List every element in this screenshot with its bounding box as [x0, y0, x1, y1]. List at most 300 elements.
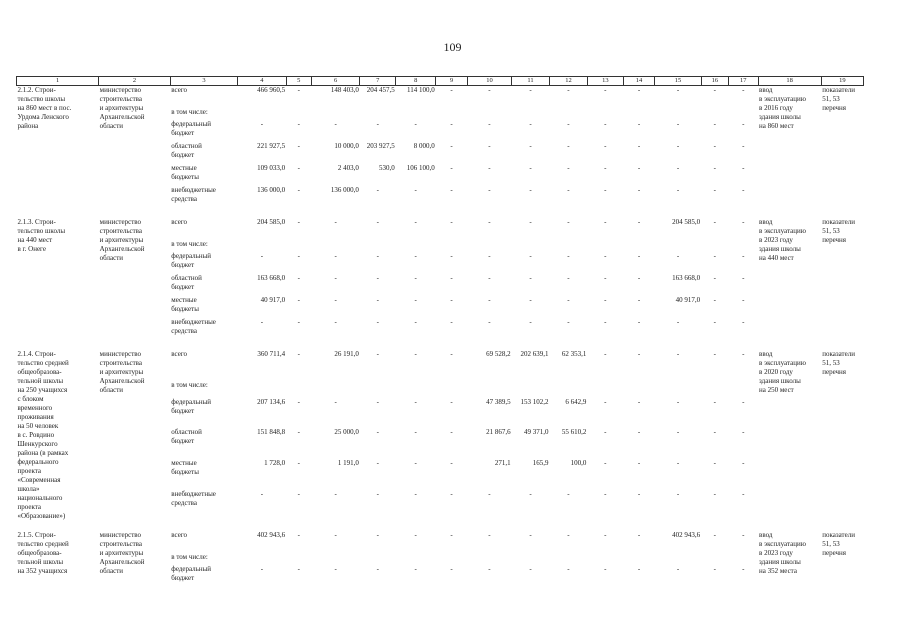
block-spacer: [17, 340, 864, 350]
amount-cell: -: [604, 490, 607, 499]
amount-cell: -: [713, 490, 717, 499]
amount-cell: -: [637, 274, 641, 282]
amount-cell: -: [488, 120, 491, 128]
funding-source: [170, 240, 237, 252]
indicator-ref-line: 51, 53: [822, 359, 840, 367]
amount-cell: -: [450, 397, 453, 406]
amount-cell: [512, 381, 550, 398]
measure-name-line: с блоком: [17, 395, 44, 403]
funding-source: [170, 531, 237, 553]
indicator-ref-line: перечня: [822, 549, 846, 557]
amount-cell: -: [450, 86, 453, 94]
amount-cell: -: [713, 350, 717, 358]
column-number-header: 16: [701, 77, 728, 86]
expected-result-line: ввод: [759, 531, 773, 539]
amount-cell: 163 668,0: [672, 274, 701, 282]
amount-cell: [396, 240, 436, 252]
amount-cell: -: [604, 296, 607, 304]
indicator-ref: [821, 86, 863, 209]
funding-source-line: всего: [171, 86, 188, 94]
column-number-header: 11: [512, 77, 550, 86]
amount-cell: -: [376, 531, 379, 539]
amount-cell: 221 927,5: [257, 142, 286, 150]
amount-cell: -: [637, 350, 641, 358]
amount-cell: -: [742, 318, 745, 326]
indicator-ref-line: перечня: [822, 236, 846, 244]
amount-cell: -: [567, 186, 570, 194]
amount-cell: -: [713, 120, 717, 128]
amount-cell: -: [713, 142, 717, 150]
indicator-ref-line: показатели: [822, 218, 855, 226]
funding-source-line: в том числе:: [171, 240, 208, 248]
column-number-header: 17: [729, 77, 758, 86]
responsible-org: [99, 218, 171, 340]
measure-name-line: 2.1.4. Строи-: [17, 350, 56, 358]
amount-cell: [512, 108, 550, 120]
measure-name-line: тельной школы: [17, 377, 64, 385]
column-number-header: 12: [549, 77, 587, 86]
amount-cell: [396, 553, 436, 565]
funding-source: [170, 459, 237, 490]
funding-source-line: в том числе:: [171, 380, 208, 389]
measure-name-line: «Образование»): [17, 512, 66, 520]
funding-source-line: всего: [171, 218, 188, 226]
column-number-header: 15: [655, 77, 701, 86]
amount-cell: -: [676, 397, 680, 406]
amount-cell: 25 000,0: [334, 428, 359, 437]
measure-name-line: в с. Ровдино: [17, 431, 55, 439]
amount-cell: -: [637, 428, 641, 437]
amount-cell: -: [713, 531, 717, 539]
funding-source: [170, 86, 237, 109]
funding-source: [170, 142, 237, 164]
funding-source: [170, 350, 237, 381]
amount-cell: [655, 553, 701, 565]
amount-cell: 163 668,0: [257, 274, 286, 282]
indicator-ref: [821, 350, 863, 521]
amount-cell: 165,9: [532, 459, 549, 468]
measure-name-line: федерального: [17, 458, 59, 466]
amount-cell: -: [297, 142, 300, 150]
funding-source: [170, 218, 237, 240]
amount-cell: -: [637, 164, 641, 172]
amount-cell: 47 389,5: [486, 397, 511, 406]
responsible-org: [99, 86, 171, 209]
amount-cell: -: [604, 86, 607, 94]
amount-cell: -: [488, 186, 491, 194]
amount-cell: 109 033,0: [257, 164, 286, 172]
amount-cell: -: [450, 459, 453, 468]
column-number-header: 4: [238, 77, 286, 86]
funding-source: [170, 120, 237, 142]
amount-cell: -: [450, 120, 453, 128]
block-spacer: [17, 208, 864, 218]
table-body: [17, 86, 864, 588]
amount-cell: [655, 108, 701, 120]
amount-cell: -: [676, 428, 680, 437]
amount-cell: -: [334, 120, 337, 128]
expected-result-line: в 2016 году: [759, 104, 793, 112]
amount-cell: -: [488, 86, 491, 94]
amount-cell: -: [376, 120, 379, 128]
amount-cell: -: [488, 531, 491, 539]
amount-cell: [549, 240, 587, 252]
amount-cell: 360 711,4: [257, 350, 286, 358]
amount-cell: -: [742, 350, 745, 358]
amount-cell: -: [676, 120, 680, 128]
measure-name-line: общеобразова-: [17, 549, 62, 557]
funding-source-line: федеральный: [171, 565, 212, 573]
amount-cell: 100,0: [570, 459, 587, 468]
amount-cell: -: [604, 350, 607, 358]
amount-cell: -: [529, 164, 532, 172]
amount-cell: -: [567, 86, 570, 94]
responsible-org-line: области: [99, 567, 124, 575]
amount-cell: -: [742, 428, 745, 437]
responsible-org-line: области: [99, 122, 124, 130]
measure-name-line: «Современная: [17, 476, 61, 484]
funding-source: [170, 296, 237, 318]
amount-cell: -: [713, 296, 717, 304]
amount-cell: -: [676, 142, 680, 150]
amount-cell: -: [604, 252, 607, 260]
amount-cell: -: [604, 142, 607, 150]
amount-cell: -: [450, 164, 453, 172]
funding-source: [170, 553, 237, 565]
amount-cell: -: [297, 218, 300, 226]
amount-cell: -: [567, 274, 570, 282]
expected-result: [758, 350, 821, 521]
measure-name: [17, 531, 99, 587]
amount-cell: 530,0: [378, 164, 395, 172]
responsible-org-line: строительства: [99, 95, 142, 103]
responsible-org-line: области: [99, 254, 124, 262]
funding-source: [170, 428, 237, 459]
measure-name-line: на 352 учащихся: [17, 567, 68, 575]
amount-cell: -: [742, 490, 745, 499]
measure-name-line: Шенкурского: [17, 440, 58, 448]
measure-name-line: школа»: [17, 485, 40, 493]
amount-cell: -: [334, 397, 337, 406]
funding-source-line: бюджет: [171, 261, 195, 269]
measure-name-line: проживания: [17, 413, 54, 421]
expected-result-line: ввод: [759, 218, 773, 226]
amount-cell: [701, 553, 728, 565]
amount-cell: -: [450, 296, 453, 304]
amount-cell: -: [297, 296, 300, 304]
responsible-org-line: Архангельской: [99, 558, 145, 566]
measure-name-line: в г. Онеге: [17, 245, 46, 253]
amount-cell: -: [297, 531, 300, 539]
amount-cell: -: [567, 120, 570, 128]
amount-cell: 40 917,0: [675, 296, 701, 304]
amount-cell: [360, 553, 396, 565]
table-row: [17, 86, 864, 109]
indicator-ref-line: перечня: [822, 104, 846, 112]
amount-cell: -: [742, 86, 745, 94]
amount-cell: -: [450, 252, 453, 260]
amount-cell: 114 100,0: [406, 86, 435, 94]
amount-cell: -: [376, 350, 379, 358]
funding-source-line: федеральный: [171, 397, 212, 406]
amount-cell: -: [414, 296, 417, 304]
measure-name-line: тельство школы: [17, 95, 66, 103]
amount-cell: [436, 240, 468, 252]
funding-source-line: внебюджетные: [171, 490, 216, 499]
amount-cell: -: [567, 164, 570, 172]
amount-cell: [360, 381, 396, 398]
column-number-row: [17, 77, 864, 86]
amount-cell: 55 610,2: [561, 428, 587, 437]
amount-cell: [587, 553, 623, 565]
amount-cell: -: [604, 428, 607, 437]
amount-cell: [286, 381, 311, 398]
amount-cell: -: [713, 186, 717, 194]
expected-result-line: в эксплуатацию: [759, 540, 806, 548]
indicator-ref-line: показатели: [822, 350, 855, 358]
funding-source-line: бюджет: [171, 406, 195, 415]
indicator-ref: [821, 531, 863, 587]
amount-cell: -: [742, 186, 745, 194]
amount-cell: [238, 240, 286, 252]
amount-cell: [238, 553, 286, 565]
funding-source-line: бюджет: [171, 574, 195, 582]
amount-cell: [467, 381, 511, 398]
amount-cell: [549, 108, 587, 120]
funding-source: [170, 398, 237, 429]
amount-cell: -: [488, 318, 491, 326]
amount-cell: -: [376, 459, 379, 468]
amount-cell: [436, 108, 468, 120]
column-number-header: 2: [99, 77, 171, 86]
amount-cell: -: [376, 428, 379, 437]
amount-cell: 21 867,6: [486, 428, 511, 437]
amount-cell: [512, 553, 550, 565]
amount-cell: [587, 108, 623, 120]
amount-cell: -: [529, 296, 532, 304]
amount-cell: [549, 553, 587, 565]
column-number-header: 18: [758, 77, 821, 86]
measure-name: [17, 86, 99, 209]
expected-result-line: ввод: [759, 86, 773, 94]
amount-cell: -: [334, 218, 337, 226]
amount-cell: -: [334, 565, 337, 573]
amount-cell: -: [414, 459, 417, 468]
amount-cell: [436, 553, 468, 565]
amount-cell: -: [567, 252, 570, 260]
amount-cell: 466 960,5: [257, 86, 286, 94]
indicator-ref-line: перечня: [822, 368, 846, 376]
amount-cell: -: [567, 531, 570, 539]
funding-source: [170, 186, 237, 208]
amount-cell: -: [637, 252, 641, 260]
amount-cell: 2 403,0: [337, 164, 359, 172]
funding-source-line: бюджеты: [171, 305, 199, 313]
amount-cell: -: [488, 164, 491, 172]
amount-cell: -: [297, 459, 300, 468]
amount-cell: -: [450, 490, 453, 499]
responsible-org-line: строительства: [99, 540, 142, 548]
responsible-org-line: и архитектуры: [99, 104, 144, 112]
amount-cell: -: [604, 164, 607, 172]
amount-cell: -: [488, 142, 491, 150]
amount-cell: -: [297, 186, 300, 194]
amount-cell: -: [604, 186, 607, 194]
funding-source-line: местные: [171, 296, 197, 304]
amount-cell: -: [529, 86, 532, 94]
amount-cell: -: [567, 296, 570, 304]
expected-result-line: на 250 мест: [759, 386, 794, 394]
measure-name-line: проекта: [17, 503, 41, 511]
amount-cell: -: [676, 318, 680, 326]
amount-cell: -: [713, 318, 717, 326]
funding-source: [170, 274, 237, 296]
measure-name: [17, 218, 99, 340]
measure-name-line: тельство школы: [17, 227, 66, 235]
measure-name-line: общеобразова-: [17, 368, 62, 376]
block-spacer: [17, 521, 864, 531]
amount-cell: -: [297, 86, 300, 94]
amount-cell: [396, 381, 436, 398]
indicator-ref-line: 51, 53: [822, 540, 840, 548]
funding-source: [170, 108, 237, 120]
amount-cell: [467, 108, 511, 120]
funding-table: [16, 76, 864, 587]
amount-cell: -: [637, 120, 641, 128]
amount-cell: -: [604, 565, 607, 573]
amount-cell: [467, 553, 511, 565]
amount-cell: -: [376, 218, 379, 226]
page-number: 109: [443, 40, 462, 54]
measure-name-line: на 860 мест в пос.: [17, 104, 72, 112]
amount-cell: -: [742, 164, 745, 172]
amount-cell: 204 457,5: [366, 86, 395, 94]
amount-cell: -: [713, 218, 717, 226]
amount-cell: [436, 381, 468, 398]
measure-name-line: 2.1.2. Строи-: [17, 86, 56, 94]
amount-cell: -: [260, 490, 264, 499]
amount-cell: 1 191,0: [337, 459, 359, 468]
amount-cell: -: [297, 428, 300, 437]
responsible-org-line: и архитектуры: [99, 549, 144, 557]
amount-cell: -: [604, 318, 607, 326]
responsible-org-line: министерство: [99, 86, 142, 94]
amount-cell: -: [567, 490, 570, 499]
expected-result-line: в эксплуатацию: [759, 95, 806, 103]
amount-cell: [238, 381, 286, 398]
column-number-header: 3: [170, 77, 237, 86]
amount-cell: [311, 381, 359, 398]
amount-cell: -: [414, 428, 417, 437]
indicator-ref: [821, 218, 863, 340]
amount-cell: -: [260, 318, 264, 326]
amount-cell: [701, 108, 728, 120]
funding-source: [170, 381, 237, 398]
amount-cell: -: [450, 186, 453, 194]
responsible-org-line: строительства: [99, 227, 142, 235]
amount-cell: -: [297, 274, 300, 282]
amount-cell: -: [529, 186, 532, 194]
measure-name-line: временного: [17, 404, 53, 412]
expected-result-line: в 2023 году: [759, 549, 793, 557]
amount-cell: -: [567, 142, 570, 150]
amount-cell: -: [637, 397, 641, 406]
column-number-header: 1: [17, 77, 99, 86]
indicator-ref-line: 51, 53: [822, 95, 840, 103]
amount-cell: 207 134,6: [257, 397, 286, 406]
column-number-header: 14: [623, 77, 655, 86]
funding-source-line: бюджеты: [171, 468, 199, 477]
measure-name-line: тельной школы: [17, 558, 64, 566]
funding-source-line: внебюджетные: [171, 318, 216, 326]
amount-cell: -: [414, 186, 417, 194]
amount-cell: -: [488, 296, 491, 304]
funding-source-line: средства: [171, 499, 197, 508]
expected-result-line: здания школы: [759, 113, 801, 121]
amount-cell: [311, 108, 359, 120]
amount-cell: -: [676, 350, 680, 358]
amount-cell: 10 000,0: [334, 142, 359, 150]
amount-cell: 202 639,1: [520, 350, 549, 358]
amount-cell: [701, 381, 728, 398]
amount-cell: [623, 553, 655, 565]
amount-cell: -: [334, 318, 337, 326]
responsible-org-line: Архангельской: [99, 245, 145, 253]
amount-cell: -: [713, 86, 717, 94]
amount-cell: -: [713, 274, 717, 282]
amount-cell: -: [334, 531, 337, 539]
amount-cell: [286, 108, 311, 120]
amount-cell: [655, 381, 701, 398]
expected-result-line: здания школы: [759, 558, 801, 566]
amount-cell: 69 528,2: [486, 350, 511, 358]
amount-cell: 148 403,0: [330, 86, 359, 94]
funding-source-line: средства: [171, 195, 197, 203]
funding-source-line: областной: [171, 428, 202, 437]
amount-cell: -: [637, 531, 641, 539]
amount-cell: -: [297, 252, 300, 260]
amount-cell: [396, 108, 436, 120]
amount-cell: -: [450, 350, 453, 358]
amount-cell: [360, 240, 396, 252]
amount-cell: 40 917,0: [260, 296, 286, 304]
amount-cell: 151 848,8: [257, 428, 286, 437]
amount-cell: -: [334, 490, 337, 499]
amount-cell: -: [742, 397, 745, 406]
amount-cell: -: [676, 565, 680, 573]
responsible-org-line: министерство: [99, 531, 142, 539]
amount-cell: -: [742, 142, 745, 150]
amount-cell: [360, 108, 396, 120]
amount-cell: -: [488, 490, 491, 499]
amount-cell: -: [676, 459, 680, 468]
expected-result: [758, 531, 821, 587]
amount-cell: -: [713, 397, 717, 406]
amount-cell: [311, 240, 359, 252]
amount-cell: -: [742, 565, 745, 573]
amount-cell: -: [488, 274, 491, 282]
amount-cell: -: [297, 490, 300, 499]
funding-source-line: всего: [171, 531, 188, 539]
funding-source-line: бюджет: [171, 283, 195, 291]
amount-cell: -: [742, 252, 745, 260]
amount-cell: -: [604, 459, 607, 468]
amount-cell: -: [604, 531, 607, 539]
amount-cell: -: [414, 318, 417, 326]
amount-cell: -: [488, 565, 491, 573]
amount-cell: -: [604, 274, 607, 282]
expected-result-line: в эксплуатацию: [759, 227, 806, 235]
